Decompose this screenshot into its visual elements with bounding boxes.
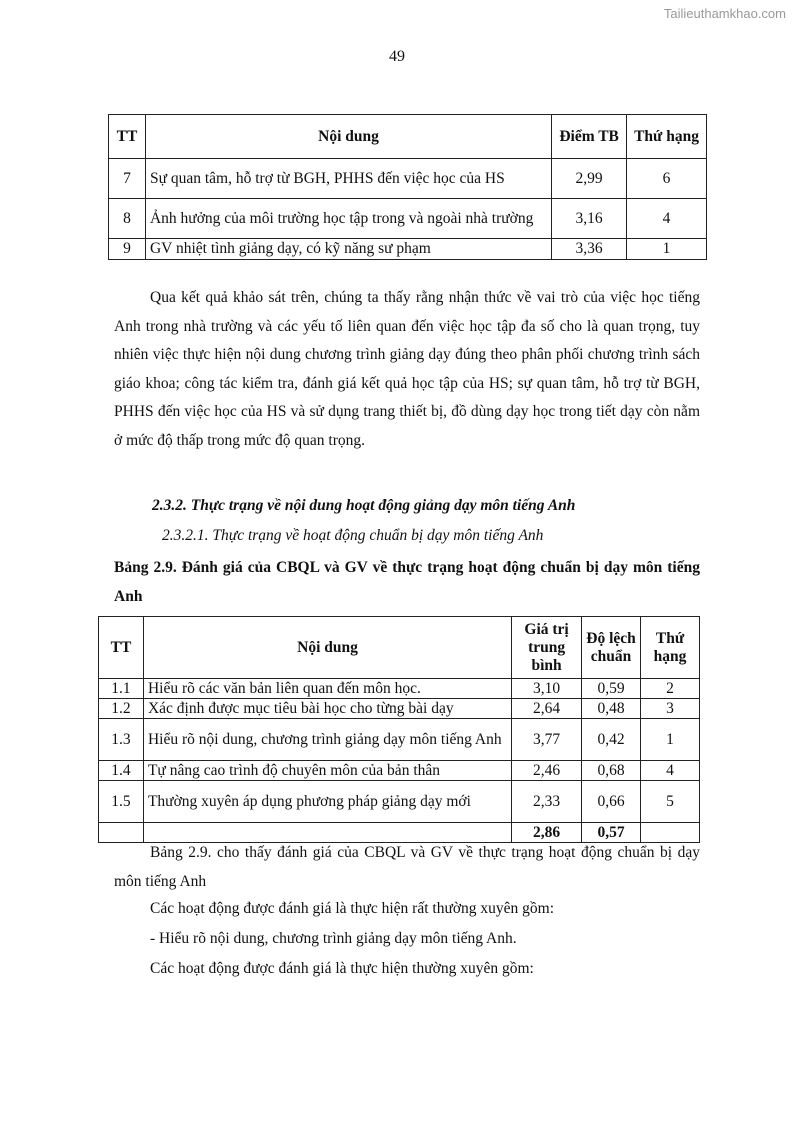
table-header-row xyxy=(99,617,700,679)
page-number: 49 xyxy=(389,48,405,65)
header-rank: Thứ hạng xyxy=(641,617,700,679)
cell-content: Hiểu rõ các văn bản liên quan đến môn học. xyxy=(143,679,511,699)
paragraph-very-frequent: Các hoạt động được đánh giá là thực hiện rất thường xuyên gồm: xyxy=(150,900,555,917)
cell-tt: 8 xyxy=(109,199,146,239)
cell-score: 3,16 xyxy=(552,199,627,239)
table-caption-2-9: Bảng 2.9. Đánh giá của CBQL và GV về thực trạng hoạt động chuẩn bị dạy môn tiếng Anh xyxy=(114,559,700,605)
header-tt: TT xyxy=(99,617,144,679)
cell-rank: 2 xyxy=(641,679,700,699)
cell-sd: 0,68 xyxy=(582,761,641,781)
table-row xyxy=(99,719,700,761)
cell-tt: 1.1 xyxy=(99,679,144,699)
cell-content: Xác định được mục tiêu bài học cho từng bài dạy xyxy=(143,699,511,719)
header-content: Nội dung xyxy=(143,617,511,679)
cell-mean: 3,77 xyxy=(512,719,582,761)
cell-tt: 9 xyxy=(109,239,146,260)
watermark: Tailieuthamkhao.com xyxy=(663,6,786,21)
cell-rank: 3 xyxy=(641,699,700,719)
cell-rank: 1 xyxy=(627,239,707,260)
header-sd: Độ lệch chuẩn xyxy=(582,617,641,679)
cell-mean: 2,64 xyxy=(512,699,582,719)
table-row xyxy=(109,199,707,239)
cell-mean: 2,33 xyxy=(512,781,582,823)
cell-score: 3,36 xyxy=(552,239,627,260)
paragraph-table-2-9-summary: Bảng 2.9. cho thấy đánh giá của CBQL và GV về thực trạng hoạt động chuẩn bị dạy môn tiếng Anh xyxy=(114,844,700,890)
table-row xyxy=(109,159,707,199)
cell-total-mean: 2,86 xyxy=(512,823,582,843)
table-row xyxy=(99,781,700,823)
cell-mean: 2,46 xyxy=(512,761,582,781)
heading-2-3-2-1: 2.3.2.1. Thực trạng về hoạt động chuẩn bị dạy môn tiếng Anh xyxy=(162,527,544,544)
cell-content: Ảnh hưởng của môi trường học tập trong và ngoài nhà trường xyxy=(145,199,551,239)
cell-total-sd: 0,57 xyxy=(582,823,641,843)
cell-sd: 0,66 xyxy=(582,781,641,823)
list-item-very-frequent: - Hiểu rõ nội dung, chương trình giảng dạy môn tiếng Anh. xyxy=(150,930,517,947)
cell-tt: 1.3 xyxy=(99,719,144,761)
paragraph-frequent: Các hoạt động được đánh giá là thực hiện thường xuyên gồm: xyxy=(150,960,534,977)
table-ranking-factors xyxy=(108,114,707,260)
table-row xyxy=(99,699,700,719)
header-mean: Giá trị trung bình xyxy=(512,617,582,679)
header-content: Nội dung xyxy=(145,115,551,159)
paragraph-survey-conclusion: Qua kết quả khảo sát trên, chúng ta thấy rằng nhận thức về vai trò của việc học tiếng Anh trong nhà trường và các yếu tố liên quan đến việc học tập đa số cho là quan trọng, tuy nhiên việc thực hiện nội dung chương trình giảng dạy đúng theo phân phối chương trình sách giáo khoa; công tác kiểm tra, đánh giá kết quả học tập của HS; sự quan tâm, hỗ trợ từ BGH, PHHS đến việc học của HS và sử dụng trang thiết bị, đồ dùng dạy học trong tiết dạy còn nằm ở mức độ thấp trong mức độ quan trọng. xyxy=(114,289,700,449)
header-score: Điểm TB xyxy=(552,115,627,159)
cell-rank: 5 xyxy=(641,781,700,823)
cell-sd: 0,42 xyxy=(582,719,641,761)
cell-rank: 6 xyxy=(627,159,707,199)
cell-content: Sự quan tâm, hỗ trợ từ BGH, PHHS đến việc học của HS xyxy=(145,159,551,199)
table-row xyxy=(99,679,700,699)
cell-mean: 3,10 xyxy=(512,679,582,699)
cell-sd: 0,59 xyxy=(582,679,641,699)
cell-rank: 1 xyxy=(641,719,700,761)
cell-tt: 1.2 xyxy=(99,699,144,719)
table-row xyxy=(99,761,700,781)
cell-tt: 7 xyxy=(109,159,146,199)
cell-sd: 0,48 xyxy=(582,699,641,719)
cell-content: Hiểu rõ nội dung, chương trình giảng dạy môn tiếng Anh xyxy=(143,719,511,761)
header-tt: TT xyxy=(109,115,146,159)
cell-tt: 1.5 xyxy=(99,781,144,823)
table-2-9-preparation xyxy=(98,616,700,843)
table-row xyxy=(109,239,707,260)
cell-rank: 4 xyxy=(627,199,707,239)
cell-score: 2,99 xyxy=(552,159,627,199)
cell-content: GV nhiệt tình giảng dạy, có kỹ năng sư phạm xyxy=(145,239,551,260)
cell-content: Thường xuyên áp dụng phương pháp giảng dạy mới xyxy=(143,781,511,823)
header-rank: Thứ hạng xyxy=(627,115,707,159)
heading-2-3-2: 2.3.2. Thực trạng về nội dung hoạt động giảng dạy môn tiếng Anh xyxy=(152,497,576,514)
cell-rank: 4 xyxy=(641,761,700,781)
table-header-row xyxy=(109,115,707,159)
cell-content: Tự nâng cao trình độ chuyên môn của bản thân xyxy=(143,761,511,781)
cell-tt: 1.4 xyxy=(99,761,144,781)
